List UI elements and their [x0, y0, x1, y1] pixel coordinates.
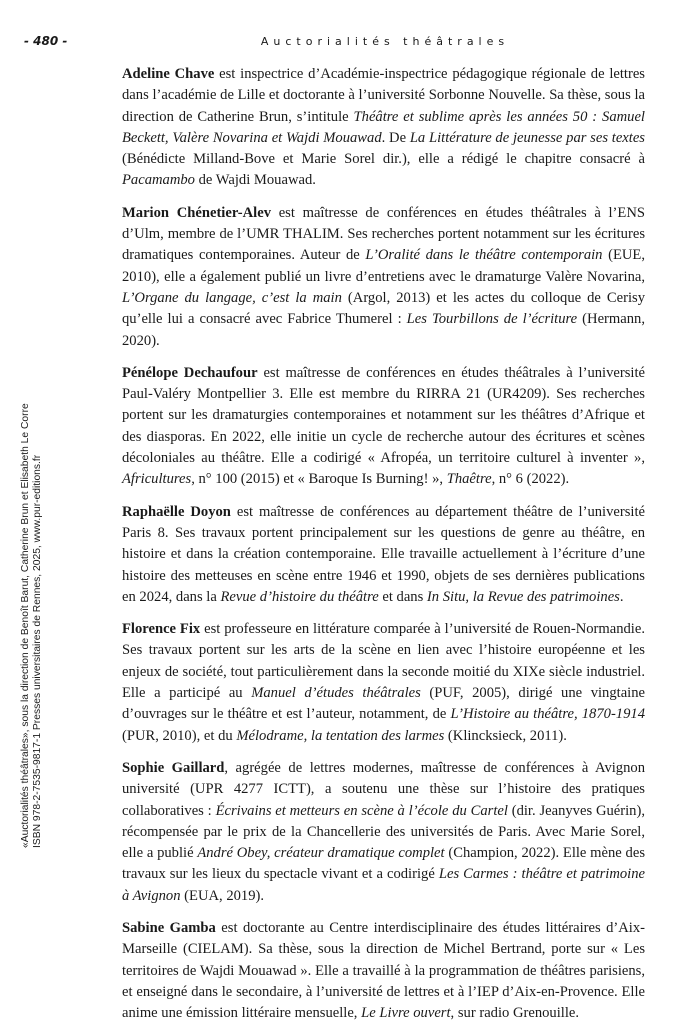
bio-text: est doctorante au Centre interdisciplinaire des études littéraires d’Aix-Marseille (CIELAM). Sa thèse, sous la direction de Michel Bertrand, porte sur « Les territoires de Wajdi Mouawad ». Elle a travaillé à la programmation de théâtres parisiens, et enseigné dans le secondaire, à l’université de lettres et à l’IEP d’Aix-en-Provence. Elle anime une émission littéraire mensuelle, [122, 919, 646, 1022]
running-title: Auctorialités théâtrales [260, 35, 510, 48]
bio-text: . [619, 588, 624, 605]
contributor-name: Sophie Gaillard [122, 759, 225, 776]
page-number: - 480 - [24, 34, 68, 48]
contributor-name: Sabine Gamba [122, 919, 216, 936]
work-title: Manuel d’études théâtrales [251, 685, 421, 702]
bio-text: (Klincksieck, 2011). [444, 727, 567, 744]
work-title: L’Organe du langage, c’est la main [122, 289, 342, 306]
bio-text: (Argol, 2013) et les actes du colloque de Cerisy qu’elle lui a consacré avec Fabrice Thumerel : [122, 289, 645, 328]
bio-text: (EUA, 2019). [180, 887, 265, 904]
bio-text: (PUR, 2010), et du [122, 727, 237, 744]
bio-text: et dans [378, 588, 427, 605]
bio-text: (Hermann, 2020). [122, 311, 645, 349]
side-note-line-2: ISBN 978-2-7535-9817-1 Presses universitaires de Rennes, 2025, www.pur-editions.fr [32, 454, 43, 848]
work-title: Thaêtre [446, 471, 492, 488]
bio-text: (PUF, 2005), dirigé une vingtaine d’ouvrages sur le théâtre et est l’auteur, notamment, de [122, 685, 646, 723]
contributor-name: Pénélope Dechaufour [122, 364, 258, 381]
bio-text: (Bénédicte Milland-Bove et Marie Sorel dir.), elle a rédigé le chapitre consacré à [122, 151, 645, 168]
work-title: Les Tourbillons de l’écriture [406, 311, 578, 328]
bio-text: est maîtresse de conférences au département théâtre de l’université Paris 8. Ses travaux portent principalement sur les questions de genre au théâtre, en histoire et dans la création contemporaine. Elle travaille actuellement à l’écriture d’une histoire des metteuses en scène entre 1946 et 1990, objets de ses dernières publications en 2024, dans la [122, 503, 645, 605]
work-title: Africultures [122, 471, 192, 488]
bio-text: , sur radio Grenouille. [450, 1005, 580, 1022]
contributor-name: Adeline Chave [122, 66, 215, 82]
contributor-name: Florence Fix [122, 621, 201, 638]
bio-paragraph [122, 203, 645, 352]
contributor-name: Raphaëlle Doyon [122, 503, 231, 520]
bio-text: est inspectrice d’Académie-inspectrice pédagogique régionale de lettres dans l’académie de Lille et doctorante à l’université Sorbonne Nouvelle. Sa thèse, sous la direction de Catherine Brun, s’intitule [122, 66, 645, 125]
contributor-bios [122, 64, 645, 1035]
work-title: La Littérature de jeunesse par ses textes [409, 129, 645, 146]
work-title: Théâtre et sublime après les années 50 : Samuel Beckett, Valère Novarina et Wajdi Mouawad [122, 108, 645, 146]
bio-text: (EUE, 2010), elle a également publié un livre d’entretiens avec le dramaturge Valère Novarina, [122, 247, 645, 285]
side-note-line-1: «Auctorialités théâtrales», sous la direction de Benoît Barut, Catherine Brun et Elisabeth Le Corre [20, 403, 31, 848]
bio-paragraph [122, 619, 645, 747]
work-title: L’Oralité dans le théâtre contemporain [365, 247, 603, 264]
bio-paragraph [122, 363, 645, 491]
bio-text: . De [381, 129, 410, 146]
bio-text: est maîtresse de conférences en études théâtrales à l’université Paul-Valéry Montpellier 3. Elle est membre du RIRRA 21 (UR4209). Ses recherches portent sur les dramaturgies contemporaines et notamment sur les théâtres d’Afrique et des diasporas. En 2022, elle initie un cycle de recherche autour des écritures et scènes décoloniales au théâtre. Elle a codirigé « Afropéa, un territoire culturel à inventer », [122, 364, 645, 467]
bio-paragraph [122, 758, 645, 907]
bio-text: , n° 6 (2022). [491, 471, 570, 488]
bio-text: (Champion, 2022). Elle mène des travaux sur les lieux du spectacle vivant et a codirigé [122, 845, 645, 883]
contributor-name: Marion Chénetier-Alev [122, 204, 271, 221]
bio-text: , n° 100 (2015) et « Baroque Is Burning! », [191, 471, 447, 488]
bio-text: (dir. Jeanyves Guérin), récompensée par le prix de la Chancellerie des universités de Paris. Avec Marie Sorel, elle a publié [122, 802, 645, 862]
bio-text: est professeure en littérature comparée à l’université de Rouen-Normandie. Ses travaux portent sur les arts de la scène en lien avec l’histoire européenne et les enjeux de société, tout particulièrement dans la seconde moitié du XIXe siècle industriel. Elle a participé au [122, 621, 645, 702]
work-title: Pacamambo [122, 172, 195, 189]
bio-paragraph [122, 918, 645, 1024]
work-title: Revue d’histoire du théâtre [220, 588, 379, 605]
side-copyright-note [20, 403, 44, 848]
page-header [0, 34, 700, 54]
work-title: Les Carmes : théâtre et patrimoine à Avignon [122, 866, 645, 904]
work-title: André Obey, créateur dramatique complet [197, 845, 445, 862]
work-title: Le Livre ouvert [361, 1005, 451, 1022]
bio-text: , agrégée de lettres modernes, maîtresse de conférences à Avignon université (UPR 4277 ICTT), a soutenu une thèse sur l’histoire des pratiques collaboratives : [122, 759, 645, 819]
work-title: L’Histoire au théâtre, 1870-1914 [450, 706, 645, 723]
work-title: In Situ, la Revue des patrimoines [426, 588, 620, 605]
work-title: Écrivains et metteurs en scène à l’école du Cartel [215, 802, 508, 819]
bio-paragraph [122, 502, 645, 608]
bio-paragraph [122, 64, 645, 192]
bio-text: de Wajdi Mouawad. [194, 172, 316, 189]
bio-text: est maîtresse de conférences en études théâtrales à l’ENS d’Ulm, membre de l’UMR THALIM. Ses recherches portent notamment sur les écritures dramatiques contemporaines. Auteur de [122, 204, 645, 264]
work-title: Mélodrame, la tentation des larmes [236, 727, 445, 744]
